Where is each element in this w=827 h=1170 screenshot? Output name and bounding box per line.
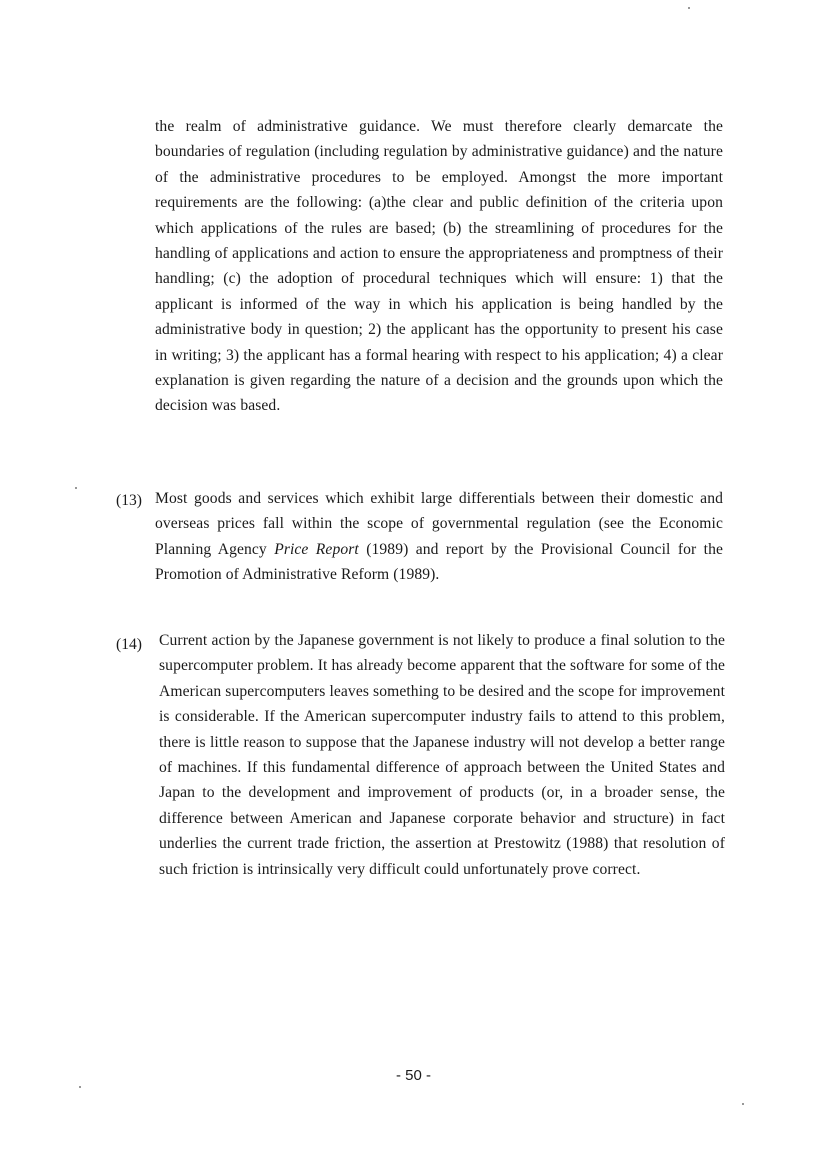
scan-speck bbox=[742, 1103, 744, 1105]
scan-speck bbox=[75, 487, 77, 489]
body-paragraph: the realm of administrative guidance. We must therefore clearly demarcate the boundaries of regulation (including regulation by administrative guidance) and the nature of the administrative procedures to be employed. Amongst the more important requirements are the following: (a)the clear and public definition of the criteria upon which applications of the rules are based; (b) the streamlining of procedures for the handling of applications and action to ensure the appropriateness and promptness of their handling; (c) the adoption of procedural techniques which will ensure: 1) that the applicant is informed of the way in which his application is being handled by the administrative body in question; 2) the applicant has the opportunity to present his case in writing; 3) the applicant has a formal hearing with respect to his application; 4) a clear explanation is given regarding the nature of a decision and the grounds upon which the decision was based. bbox=[155, 118, 723, 415]
report-title: Price Report bbox=[274, 540, 359, 558]
page-number: - 50 - bbox=[395, 1067, 431, 1084]
note-13-text-start: Most goods and services which exhibit large differentials between their domestic and overseas prices fall within the scope of governmental regulation (see the Economic Planning Agency bbox=[155, 490, 723, 558]
note-13-paragraph bbox=[155, 486, 723, 588]
note-13-text-end: (1989) and report by the Provisional Council for the Promotion of Administrative Reform (1989). bbox=[155, 540, 724, 584]
scan-speck bbox=[688, 7, 690, 9]
note-number: (14) bbox=[116, 636, 142, 653]
note-14-paragraph: Current action by the Japanese government is not likely to produce a final solution to the supercomputer problem. It has already become apparent that the software for some of the American supercomputers leaves something to be desired and the scope for improvement is considerable. If the American supercomputer industry fails to attend to this problem, there is little reason to suppose that the Japanese industry will not develop a better range of machines. If this fundamental difference of approach between the United States and Japan to the development and improvement of products (or, in a broader sense, the difference between American and Japanese corporate behavior and structure) in fact underlies the current trade friction, the assertion at Prestowitz (1988) that resolution of such friction is intrinsically very difficult could unfortunately prove correct. bbox=[159, 632, 725, 878]
scan-speck bbox=[79, 1086, 81, 1088]
note-number: (13) bbox=[116, 492, 142, 509]
